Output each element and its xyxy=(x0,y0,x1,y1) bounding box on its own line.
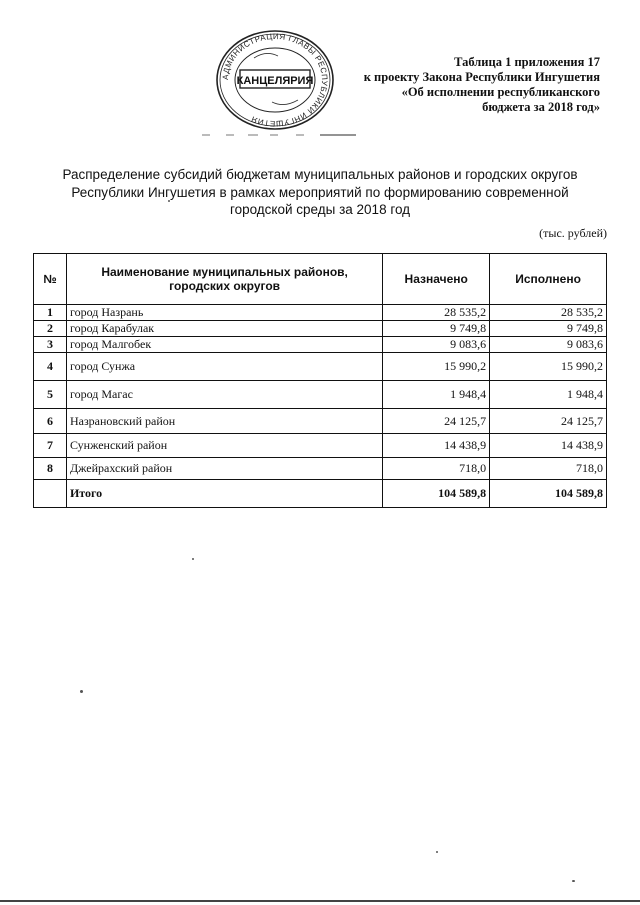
table-header-row xyxy=(34,254,607,305)
row-num: 7 xyxy=(34,434,67,458)
appendix-note-line: «Об исполнении республиканского xyxy=(401,85,600,99)
header-executed: Исполнено xyxy=(490,254,607,305)
row-assigned: 15 990,2 xyxy=(383,353,490,381)
svg-text:АДМИНИСТРАЦИЯ ГЛАВЫ РЕСПУБЛИКИ: АДМИНИСТРАЦИЯ ГЛАВЫ РЕСПУБЛИКИ ИНГУШЕТИЯ xyxy=(220,31,330,129)
row-assigned: 14 438,9 xyxy=(383,434,490,458)
scan-speck xyxy=(436,851,438,853)
table-row xyxy=(34,337,607,353)
row-assigned: 24 125,7 xyxy=(383,409,490,434)
row-num: 6 xyxy=(34,409,67,434)
table-row xyxy=(34,353,607,381)
table-row xyxy=(34,434,607,458)
total-label: Итого xyxy=(66,480,382,508)
header-num: № xyxy=(34,254,67,305)
header-name: Наименование муниципальных районов, городских округов xyxy=(66,254,382,305)
scan-dash-marks xyxy=(200,133,360,137)
row-num: 3 xyxy=(34,337,67,353)
appendix-note xyxy=(280,55,600,115)
total-assigned: 104 589,8 xyxy=(383,480,490,508)
table-row xyxy=(34,458,607,480)
row-name: город Назрань xyxy=(66,305,382,321)
title-line: Республики Ингушетия в рамках мероприятий по формированию современной xyxy=(71,184,569,200)
row-name: Джейрахский район xyxy=(66,458,382,480)
row-num: 2 xyxy=(34,321,67,337)
appendix-note-line: Таблица 1 приложения 17 xyxy=(454,55,600,69)
scan-speck xyxy=(168,200,170,202)
row-executed: 9 749,8 xyxy=(490,321,607,337)
document-title xyxy=(40,166,600,219)
table-row xyxy=(34,321,607,337)
row-num: 1 xyxy=(34,305,67,321)
header-assigned: Назначено xyxy=(383,254,490,305)
unit-label: (тыс. рублей) xyxy=(539,226,607,240)
table-total-row xyxy=(34,480,607,508)
row-name: город Сунжа xyxy=(66,353,382,381)
row-num: 5 xyxy=(34,381,67,409)
row-name: город Малгобек xyxy=(66,337,382,353)
row-executed: 9 083,6 xyxy=(490,337,607,353)
row-name: город Магас xyxy=(66,381,382,409)
scan-speck xyxy=(80,690,83,693)
row-executed: 15 990,2 xyxy=(490,353,607,381)
table-row xyxy=(34,305,607,321)
row-name: Сунженский район xyxy=(66,434,382,458)
appendix-note-line: бюджета за 2018 год» xyxy=(482,100,600,114)
row-executed: 24 125,7 xyxy=(490,409,607,434)
row-num: 8 xyxy=(34,458,67,480)
row-assigned: 28 535,2 xyxy=(383,305,490,321)
row-name: город Карабулак xyxy=(66,321,382,337)
row-executed: 14 438,9 xyxy=(490,434,607,458)
row-executed: 718,0 xyxy=(490,458,607,480)
subsidy-table xyxy=(33,253,607,508)
scan-speck xyxy=(192,558,194,560)
total-executed: 104 589,8 xyxy=(490,480,607,508)
row-assigned: 9 749,8 xyxy=(383,321,490,337)
row-assigned: 1 948,4 xyxy=(383,381,490,409)
scan-speck xyxy=(572,880,575,882)
svg-text:КАНЦЕЛЯРИЯ: КАНЦЕЛЯРИЯ xyxy=(236,75,314,87)
title-line: городской среды за 2018 год xyxy=(229,202,411,217)
table-row xyxy=(34,409,607,434)
row-executed: 28 535,2 xyxy=(490,305,607,321)
total-empty-cell xyxy=(34,480,67,508)
row-num: 4 xyxy=(34,353,67,381)
row-executed: 1 948,4 xyxy=(490,381,607,409)
table-row xyxy=(34,381,607,409)
appendix-note-line: к проекту Закона Республики Ингушетия xyxy=(363,70,600,84)
row-assigned: 9 083,6 xyxy=(383,337,490,353)
scan-edge-line xyxy=(0,900,640,902)
row-assigned: 718,0 xyxy=(383,458,490,480)
title-line: Распределение субсидий бюджетам муниципальных районов и городских округов xyxy=(62,167,578,182)
row-name: Назрановский район xyxy=(66,409,382,434)
